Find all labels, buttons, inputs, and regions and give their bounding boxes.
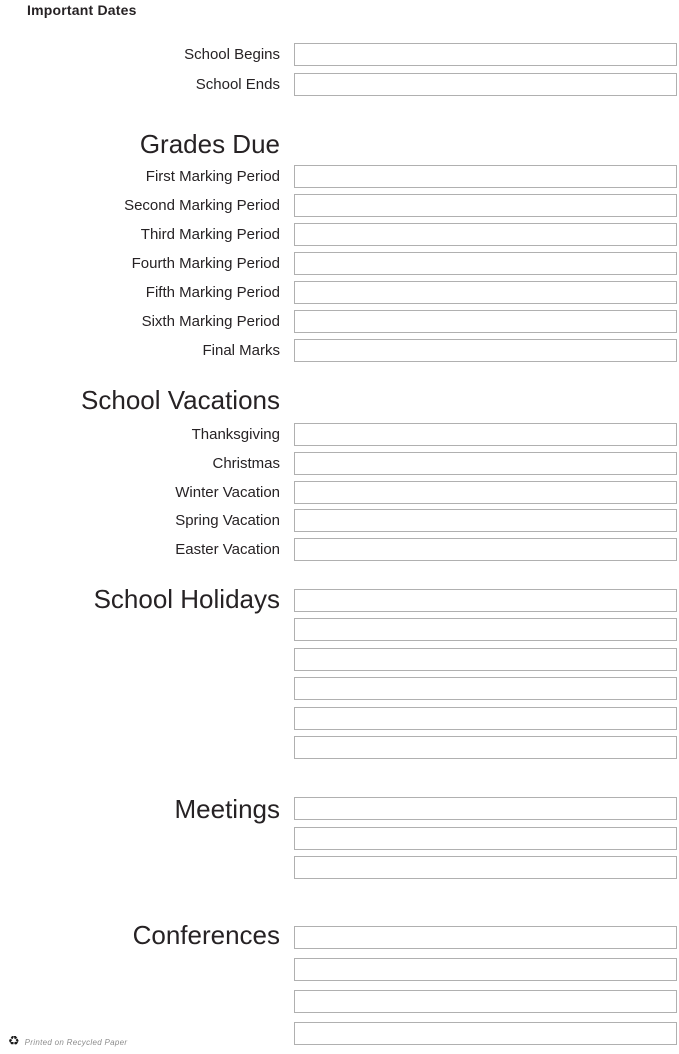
section-heading-conferences: Conferences <box>132 920 280 950</box>
field-label-christmas: Christmas <box>212 455 280 472</box>
field-label-spring-vacation: Spring Vacation <box>175 512 280 529</box>
school-holiday-input-3[interactable] <box>294 648 677 671</box>
second-marking-period-input[interactable] <box>294 194 677 217</box>
school-holiday-input-1[interactable] <box>294 589 677 612</box>
field-label-easter-vacation: Easter Vacation <box>175 541 280 558</box>
third-marking-period-input[interactable] <box>294 223 677 246</box>
recycle-icon: ♻ <box>8 1034 20 1049</box>
first-marking-period-input[interactable] <box>294 165 677 188</box>
field-label-first-marking-period: First Marking Period <box>145 168 280 185</box>
page-title: Important Dates <box>27 2 137 18</box>
conference-input-1[interactable] <box>294 926 677 949</box>
section-heading-school-vacations: School Vacations <box>81 385 280 415</box>
footer-note: Printed on Recycled Paper <box>24 1037 128 1047</box>
school-holiday-input-6[interactable] <box>294 736 677 759</box>
section-heading-grades-due: Grades Due <box>139 129 280 159</box>
school-begins-input[interactable] <box>294 43 677 66</box>
conference-input-3[interactable] <box>294 990 677 1013</box>
easter-vacation-input[interactable] <box>294 538 677 561</box>
field-label-thanksgiving: Thanksgiving <box>191 426 280 443</box>
section-heading-school-holidays: School Holidays <box>93 584 280 614</box>
sixth-marking-period-input[interactable] <box>294 310 677 333</box>
school-holiday-input-5[interactable] <box>294 707 677 730</box>
meeting-input-2[interactable] <box>294 827 677 850</box>
winter-vacation-input[interactable] <box>294 481 677 504</box>
school-holiday-input-2[interactable] <box>294 618 677 641</box>
field-label-winter-vacation: Winter Vacation <box>175 484 280 501</box>
spring-vacation-input[interactable] <box>294 509 677 532</box>
field-label-third-marking-period: Third Marking Period <box>140 226 280 243</box>
meeting-input-1[interactable] <box>294 797 677 820</box>
field-label-school-ends: School Ends <box>195 76 280 93</box>
school-holiday-input-4[interactable] <box>294 677 677 700</box>
final-marks-input[interactable] <box>294 339 677 362</box>
school-ends-input[interactable] <box>294 73 677 96</box>
footer <box>8 1035 127 1049</box>
field-label-second-marking-period: Second Marking Period <box>124 197 280 214</box>
thanksgiving-input[interactable] <box>294 423 677 446</box>
conference-input-4[interactable] <box>294 1022 677 1045</box>
field-label-final-marks: Final Marks <box>202 342 280 359</box>
section-heading-meetings: Meetings <box>174 794 280 824</box>
fourth-marking-period-input[interactable] <box>294 252 677 275</box>
field-label-sixth-marking-period: Sixth Marking Period <box>141 313 280 330</box>
field-label-school-begins: School Begins <box>184 46 280 63</box>
christmas-input[interactable] <box>294 452 677 475</box>
fifth-marking-period-input[interactable] <box>294 281 677 304</box>
field-label-fourth-marking-period: Fourth Marking Period <box>131 255 280 272</box>
field-label-fifth-marking-period: Fifth Marking Period <box>145 284 280 301</box>
conference-input-2[interactable] <box>294 958 677 981</box>
meeting-input-3[interactable] <box>294 856 677 879</box>
